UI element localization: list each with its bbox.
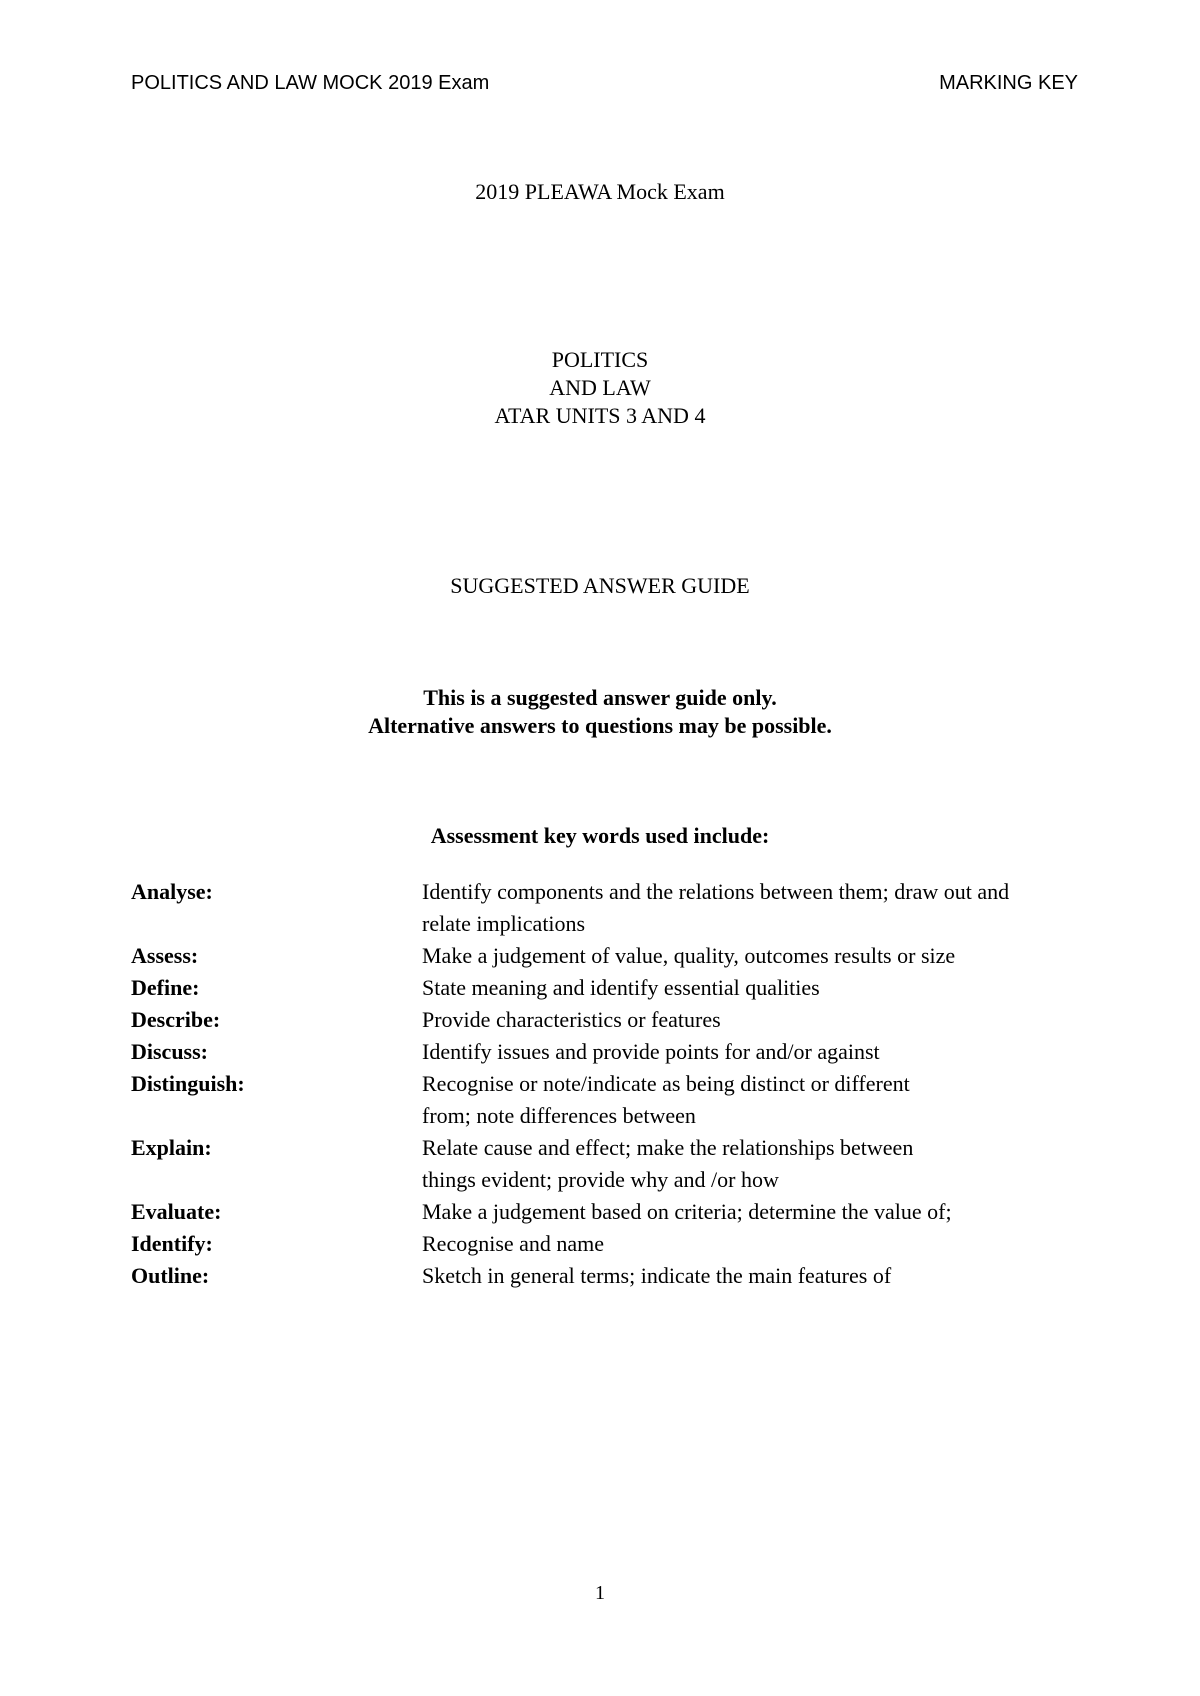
- key-word-term: Analyse:: [131, 879, 213, 904]
- key-word-definition-line: Recognise or note/indicate as being distinct or different: [422, 1071, 910, 1096]
- key-word-definition-line: relate implications: [422, 911, 586, 936]
- key-word-term: Evaluate:: [131, 1199, 222, 1224]
- key-word-row: [131, 972, 1091, 1004]
- key-word-definition-line: Recognise and name: [422, 1231, 605, 1256]
- key-words-list: [131, 876, 1091, 1292]
- key-word-definition-line: Make a judgement of value, quality, outcomes results or size: [422, 943, 956, 968]
- header-marking-key: MARKING KEY: [939, 72, 1078, 94]
- key-word-definition: [422, 940, 1091, 972]
- key-word-row: [131, 1068, 1091, 1132]
- disclaimer-line-1: This is a suggested answer guide only.: [423, 685, 777, 710]
- key-word-row: [131, 876, 1091, 940]
- key-word-row: [131, 940, 1091, 972]
- key-word-definition-line: Sketch in general terms; indicate the main features of: [422, 1263, 892, 1288]
- key-word-definition: [422, 1196, 1091, 1228]
- key-word-definition-line: things evident; provide why and /or how: [422, 1167, 779, 1192]
- key-word-term: Outline:: [131, 1263, 210, 1288]
- exam-title: 2019 PLEAWA Mock Exam: [475, 179, 725, 204]
- key-word-definition: [422, 1068, 1091, 1132]
- key-word-definition: [422, 1036, 1091, 1068]
- key-word-definition: [422, 1004, 1091, 1036]
- key-word-term: Describe:: [131, 1007, 221, 1032]
- key-word-definition-line: Relate cause and effect; make the relationships between: [422, 1135, 914, 1160]
- guide-title: SUGGESTED ANSWER GUIDE: [450, 573, 750, 598]
- key-word-definition: [422, 1228, 1091, 1260]
- subject-line-3: ATAR UNITS 3 AND 4: [494, 403, 706, 428]
- key-words-heading: Assessment key words used include:: [430, 823, 770, 848]
- key-word-row: [131, 1196, 1091, 1228]
- key-word-definition: [422, 876, 1091, 940]
- key-word-definition: [422, 972, 1091, 1004]
- key-word-definition: [422, 1260, 1091, 1292]
- key-word-definition-line: State meaning and identify essential qualities: [422, 975, 820, 1000]
- key-word-definition-line: Make a judgement based on criteria; determine the value of;: [422, 1199, 952, 1224]
- page-number: 1: [595, 1582, 605, 1604]
- key-word-row: [131, 1260, 1091, 1292]
- subject-line-2: AND LAW: [549, 375, 651, 400]
- key-word-term: Explain:: [131, 1135, 212, 1160]
- key-word-term: Assess:: [131, 943, 199, 968]
- key-word-row: [131, 1132, 1091, 1196]
- key-word-definition-line: Identify issues and provide points for and/or against: [422, 1039, 880, 1064]
- disclaimer-line-2: Alternative answers to questions may be possible.: [368, 713, 832, 738]
- key-word-definition-line: from; note differences between: [422, 1103, 696, 1128]
- key-word-term: Discuss:: [131, 1039, 209, 1064]
- key-word-term: Define:: [131, 975, 200, 1000]
- key-word-term: Identify:: [131, 1231, 213, 1256]
- subject-line-1: POLITICS: [551, 347, 649, 372]
- key-word-term: Distinguish:: [131, 1071, 245, 1096]
- key-word-definition-line: Provide characteristics or features: [422, 1007, 721, 1032]
- key-word-row: [131, 1228, 1091, 1260]
- key-word-definition-line: Identify components and the relations between them; draw out and: [422, 879, 1010, 904]
- key-word-row: [131, 1004, 1091, 1036]
- header-title: POLITICS AND LAW MOCK 2019 Exam: [131, 72, 490, 94]
- key-word-row: [131, 1036, 1091, 1068]
- key-word-definition: [422, 1132, 1091, 1196]
